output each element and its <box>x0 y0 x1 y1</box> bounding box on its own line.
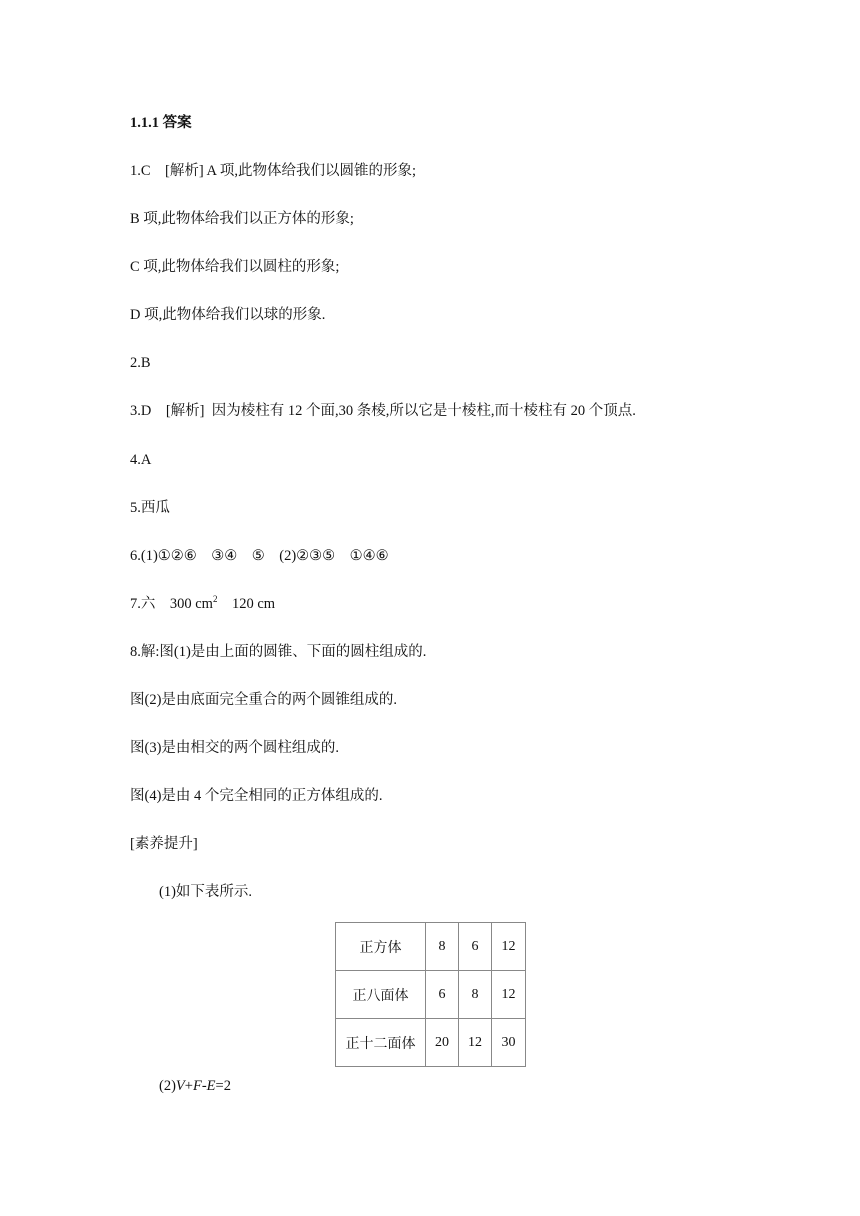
answer-7-prefix: 7.六 300 cm <box>130 596 213 612</box>
answer-5: 5.西瓜 <box>130 500 170 516</box>
table-cell: 12 <box>492 923 526 971</box>
formula-plus: + <box>184 1078 193 1094</box>
formula-result: =2 <box>215 1078 231 1094</box>
formula-minus: - <box>201 1078 207 1094</box>
part-1-intro: (1)如下表所示. <box>159 884 253 900</box>
table-cell: 6 <box>426 971 459 1019</box>
answer-1-line-1: 1.C [解析] A 项,此物体给我们以圆锥的形象; <box>130 163 416 179</box>
table-cell: 正十二面体 <box>336 1019 426 1067</box>
table-row <box>336 971 526 1019</box>
part-2-formula <box>159 1076 231 1096</box>
answer-1-line-3: C 项,此物体给我们以圆柱的形象; <box>130 259 340 275</box>
formula-f: F <box>192 1078 202 1094</box>
table-cell: 6 <box>459 923 492 971</box>
table-row <box>336 923 526 971</box>
formula-prefix: (2) <box>159 1078 176 1094</box>
answer-8-line-2: 图(2)是由底面完全重合的两个圆锥组成的. <box>130 692 398 708</box>
answer-7-suffix: 120 cm <box>217 596 276 612</box>
answer-7 <box>130 594 275 614</box>
answer-6: 6.(1)①②⑥ ③④ ⑤ (2)②③⑤ ①④⑥ <box>130 548 389 564</box>
answer-8-line-1: 8.解:图(1)是由上面的圆锥、下面的圆柱组成的. <box>130 644 427 660</box>
table-cell: 12 <box>492 971 526 1019</box>
section-heading: [素养提升] <box>130 836 198 852</box>
answer-1-line-2: B 项,此物体给我们以正方体的形象; <box>130 211 354 227</box>
page-title: 1.1.1 答案 <box>130 115 192 131</box>
table-cell: 30 <box>492 1019 526 1067</box>
answer-4: 4.A <box>130 452 152 468</box>
answer-2: 2.B <box>130 355 151 371</box>
table-cell: 12 <box>459 1019 492 1067</box>
table-cell: 20 <box>426 1019 459 1067</box>
table-cell: 正方体 <box>336 923 426 971</box>
answer-8-line-3: 图(3)是由相交的两个圆柱组成的. <box>130 740 340 756</box>
table-cell: 正八面体 <box>336 971 426 1019</box>
polyhedra-table <box>335 922 526 1067</box>
table-row <box>336 1019 526 1067</box>
answer-3: 3.D [解析] 因为棱柱有 12 个面,30 条棱,所以它是十棱柱,而十棱柱有 20 个顶点. <box>130 403 636 419</box>
formula-v: V <box>175 1078 185 1094</box>
table-cell: 8 <box>459 971 492 1019</box>
table-cell: 8 <box>426 923 459 971</box>
answer-7-superscript: 2 <box>212 594 218 605</box>
answer-1-line-4: D 项,此物体给我们以球的形象. <box>130 307 326 323</box>
formula-e: E <box>206 1078 216 1094</box>
answer-8-line-4: 图(4)是由 4 个完全相同的正方体组成的. <box>130 788 383 804</box>
